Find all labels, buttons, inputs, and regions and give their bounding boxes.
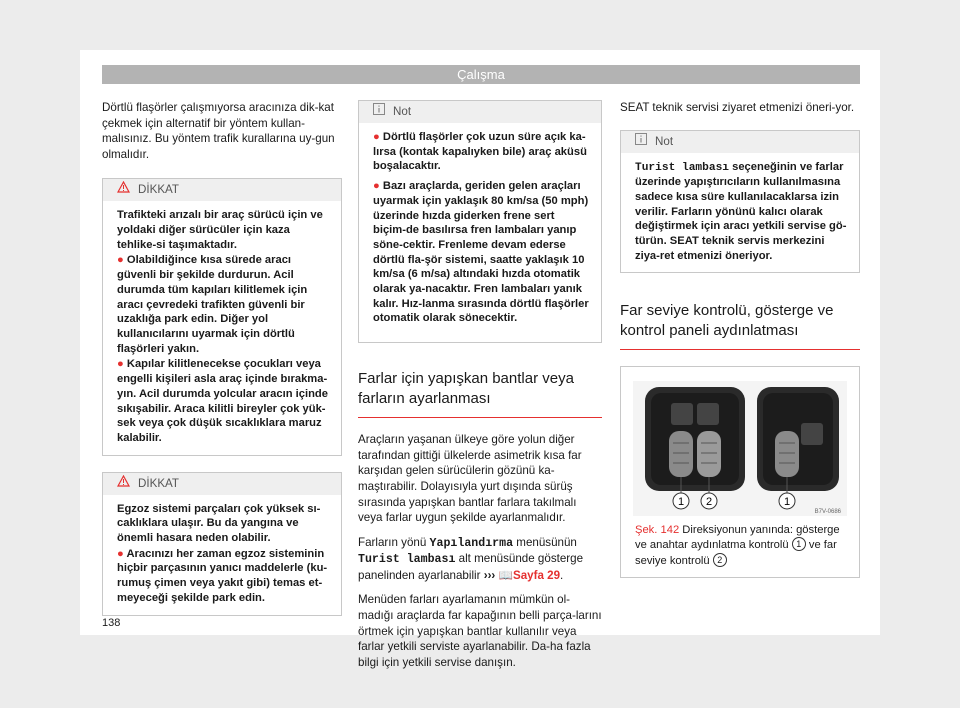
warning-text: Trafikteki arızalı bir araç sürücü için ve yoldaki diğer sürücüler için kaza tehlike-si taşımaktadır. <box>117 209 323 251</box>
list-item: ● Olabildiğince kısa sürede aracı güvenli bir şekilde durdurun. Acil durumda tüm kapıları kilitlemek için aracı çevredeki trafikten güvenli bir uzaklığa park edin. Diğer yol kullanıcılarını uyarmak için dörtlü flaşörleri yakın. <box>117 254 308 355</box>
list-item: ● Dörtlü flaşörler çok uzun süre açık ka-lırsa (kontak kapalıyken bile) araç aküsü boşalacaktır. <box>373 131 587 173</box>
figure <box>620 366 860 579</box>
book-icon: 📖 <box>498 568 513 582</box>
bullet-icon: ● <box>117 358 127 371</box>
warning-box <box>102 472 342 616</box>
column-3 <box>620 100 860 578</box>
note-label: Not <box>393 105 412 119</box>
header-title: Çalışma <box>457 67 505 82</box>
page-link[interactable]: Sayfa 29 <box>512 568 561 582</box>
page-number: 138 <box>102 617 121 629</box>
figure-caption: Şek. 142 Direksiyonun yanında: gösterge ve anahtar aydınlatma kontrolü 1 ve far seviye kontrolü 2 <box>635 523 840 567</box>
bullet-icon: ● <box>373 180 383 193</box>
info-icon <box>373 101 385 123</box>
info-icon <box>635 131 647 153</box>
warning-icon <box>117 179 130 201</box>
intro-text: Dörtlü flaşörler çalışmıyorsa aracınıza dik-kat çekmek için alternatif bir yöntem kullan-malısınız. Bu yöntem trafik kurallarına uy-gun olmalıdır. <box>102 101 335 161</box>
note-label: Not <box>655 134 674 148</box>
section-title: Farlar için yapışkan bantlar veya farların ayarlanması <box>358 369 602 418</box>
warning-icon <box>117 473 130 495</box>
list-item: ● Bazı araçlarda, geriden gelen araçları uyarmak için yaklaşık 80 km/sa (50 mph) üzerinde hızda giderken frene sert biçim-de basılırsa fren lambaları yanıp söne-cektir. Frenleme devam ederse dörtlü fla-şör sistemi, saatte yaklaşık 10 km/sa (6 m/sa) altındaki hızda otomatik olarak ya-nacaktır. Fren lambaları yanık kalır. Hız-lanma sırasında dörtlü flaşörler otomatik olarak sönecektir. <box>373 180 589 325</box>
list-item: ● Kapılar kilitlenecekse çocukları veya engelli kişileri asla araç içinde bırakma-yın. Acil durumda yolcular aracın içinde sıkışabilir. Araca kilitli bireyler çok yük-sek veya çok düşük sıcaklıklara maruz kalabilir. <box>117 358 328 444</box>
body-paragraph: Farların yönü Yapılandırma menüsünün Turist lambası alt menüsünde gösterge panelinden ayarlanabilir ››› 📖Sayfa 29. <box>358 535 584 582</box>
section-title: Far seviye kontrolü, gösterge ve kontrol paneli aydınlatması <box>620 301 860 350</box>
figure-code: B7V-0686 <box>814 508 841 515</box>
page-header <box>102 65 860 84</box>
body-paragraph: Araçların yaşanan ülkeye göre yolun diğer tarafından gittiği ülkelerde asimetrik kısa far karşıdan gelen sürücülerin gözünü ka-maştırabilir. Dolayısıyla yurt dışında sürüş sırasında yapışkan bantlar farlara takılmalı veya farlar uygun şekilde ayarlanmalıdır. <box>358 433 582 525</box>
warning-label: DİKKAT <box>138 476 180 490</box>
warning-box <box>102 178 342 455</box>
note-text: seçeneğinin ve farlar üzerinde yapıştırıcıların kullanılmasına sadece kısa süre kullanılacaklarsa izin verilir. Farların yönünü kalıcı olarak değiştirmek için aracı yetkili servise gö-türün. SEAT teknik servis merkezini ziya-ret etmenizi öneriyor. <box>635 160 847 262</box>
warning-label: DİKKAT <box>138 183 180 197</box>
note-box: Not Turist lambası seçeneğinin ve farlar üzerinde yapıştırıcıların kullanılmasına sadece kısa süre kullanılacaklarsa izin verilir. Farların yönünü kalıcı olarak değiştirmek için aracı yetkili servise gö-türün. SEAT teknik servis merkezini ziya-ret etmenizi öneriyor. <box>620 130 860 273</box>
bullet-icon: ● <box>373 131 383 143</box>
intro-text: SEAT teknik servisi ziyaret etmenizi öneri-yor. <box>620 101 855 114</box>
column-2 <box>358 100 602 679</box>
bullet-icon: ● <box>117 547 127 560</box>
callout-label: 1 <box>677 495 685 508</box>
controls-illustration <box>633 381 847 516</box>
note-box <box>358 100 602 343</box>
body-paragraph: Menüden farları ayarlamanın mümkün ol-madığı araçlarda far kapağının belli parça-larını örtmek için yapışkan bantlar kullanılır veya farlar yetkili serviste ayarlanabilir. Da-ha fazla bilgi için yetkili servise danışın. <box>358 593 602 669</box>
callout-label: 2 <box>705 495 713 508</box>
dashboard-controls-image <box>633 381 847 516</box>
bullet-icon: ● <box>117 254 127 267</box>
warning-text: Egzoz sistemi parçaları çok yüksek sı-caklıklara ulaşır. Bu da yangına ve önemli hasara neden olabilir. <box>117 502 321 545</box>
list-item: ● Aracınızı her zaman egzoz sisteminin hiçbir parçasının yanıcı maddelerle (ku-rumuş çimen veya yakıt gibi) temas et-meyeceği şekilde park edin. <box>117 547 328 604</box>
callout-label: 1 <box>783 495 791 508</box>
column-1 <box>102 100 342 626</box>
